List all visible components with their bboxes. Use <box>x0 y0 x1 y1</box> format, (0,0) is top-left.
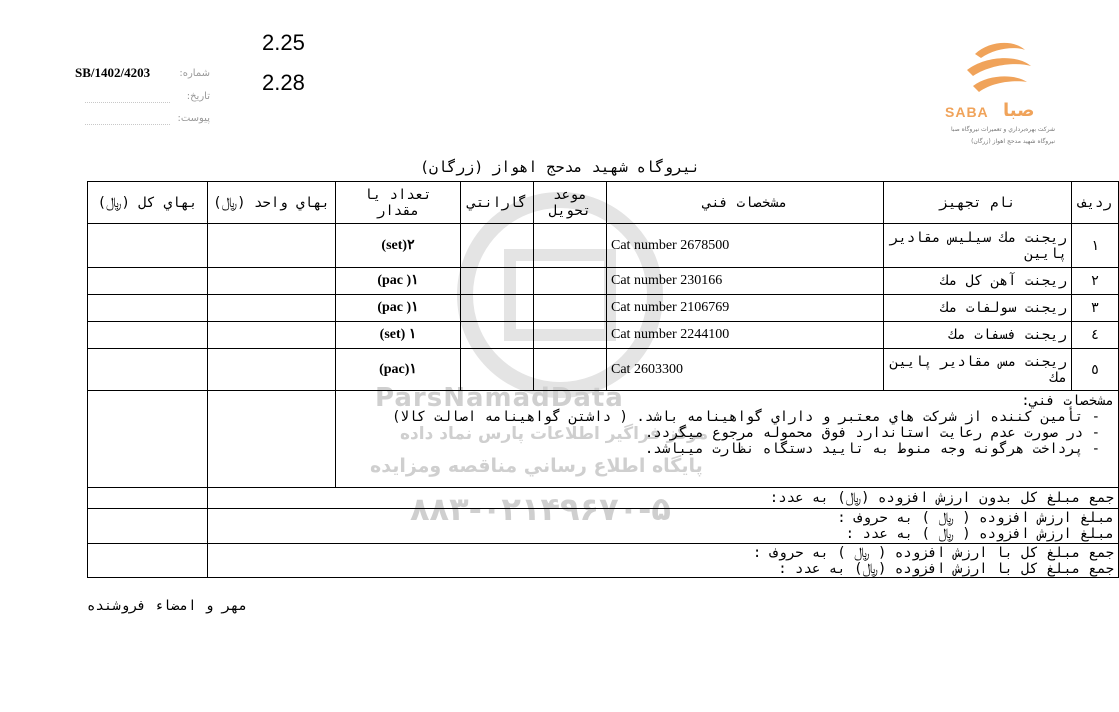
unit-price-cell <box>208 224 336 268</box>
warranty-cell <box>461 295 534 322</box>
unit-price-cell <box>208 322 336 349</box>
row-number: ٣ <box>1072 295 1119 322</box>
vat-value <box>88 509 208 544</box>
attachment-label: پيوست: <box>177 113 210 124</box>
delivery-cell <box>534 349 607 391</box>
total-words-label: جمع مبلغ كل با ارزش افزوده ( ﷼ ) به حروف : <box>752 544 1114 561</box>
seller-seal-signature: مهر و امضاء فروشنده <box>87 598 248 614</box>
equipment-spec: Cat number 2678500 <box>607 224 884 268</box>
equipment-name: ريجنت مك سيليس مقادير پايين <box>884 224 1072 268</box>
logo-latin: SABA <box>945 104 989 120</box>
note-item: - پرداخت هرگونه وجه منوط به تاييد دستگاه نظارت ميباشد. <box>644 441 1100 457</box>
saba-logo-icon <box>945 36 1055 106</box>
attachment-dots <box>85 124 170 125</box>
date-label: تاريخ: <box>186 91 210 102</box>
header-quantity: تعداد يا مقدار <box>336 182 461 224</box>
header-row-number: رديف <box>1072 182 1119 224</box>
warranty-cell <box>461 322 534 349</box>
header-specifications: مشخصات فني <box>607 182 884 224</box>
delivery-cell <box>534 224 607 268</box>
watermark-brand: ParsNamadData <box>375 383 624 413</box>
procurement-table <box>87 181 1119 578</box>
equipment-spec: Cat number 2244100 <box>607 322 884 349</box>
row-number: ٤ <box>1072 322 1119 349</box>
table-row <box>88 224 1119 268</box>
total-price-cell <box>88 349 208 391</box>
equipment-spec: Cat 2603300 <box>607 349 884 391</box>
row-number: ٢ <box>1072 268 1119 295</box>
unit-price-cell <box>208 268 336 295</box>
total-value <box>88 544 208 578</box>
delivery-cell <box>534 268 607 295</box>
technical-notes <box>336 391 1119 488</box>
unit-price-cell <box>208 349 336 391</box>
header-total-price: بهاي كل (﷼) <box>88 182 208 224</box>
document-title: نيروگاه شهيد مدحج اهواز (زرگان) <box>420 158 700 176</box>
total-number-label: جمع مبلغ كل با ارزش افزوده (﷼) به عدد : <box>778 560 1114 577</box>
row-number: ١ <box>1072 224 1119 268</box>
notes-heading: مشخصات فني: <box>1021 393 1114 409</box>
equipment-spec: Cat number 2106769 <box>607 295 884 322</box>
total-row <box>88 544 1119 578</box>
header-equipment-name: نام تجهيز <box>884 182 1072 224</box>
equipment-name: ريجنت مس مقادير پايين مك <box>884 349 1072 391</box>
warranty-cell <box>461 268 534 295</box>
header-warranty: گارانتي <box>461 182 534 224</box>
table-header-row <box>88 182 1119 224</box>
quantity-cell: ١( pac) <box>336 268 461 295</box>
vat-words-label: مبلغ ارزش افزوده ( ﷼ ) به حروف : <box>837 510 1114 526</box>
total-labels <box>208 544 1119 578</box>
quantity-cell: ١(pac) <box>336 349 461 391</box>
header-unit-price: بهاي واحد (﷼) <box>208 182 336 224</box>
delivery-cell <box>534 322 607 349</box>
warranty-cell <box>461 224 534 268</box>
vat-labels <box>208 509 1119 544</box>
unit-price-cell <box>208 295 336 322</box>
logo-subtitle-1: شركت بهره‌برداري و تعميرات نيروگاه صبا <box>950 126 1055 133</box>
note-item: - تأمين كننده از شركت هاي معتبر و داراي گواهينامه باشد. ( داشتن گواهينامه اصالت كالا) <box>391 409 1100 425</box>
number-label: شماره: <box>179 68 210 79</box>
total-price-cell <box>88 224 208 268</box>
sum-without-vat-label: جمع مبلغ كل بدون ارزش افزوده (﷼) به عدد: <box>208 488 1119 509</box>
logo-persian: صبا <box>1003 100 1035 121</box>
header-delivery: موعد تحويل <box>534 182 607 224</box>
quantity-cell: ١ (set) <box>336 322 461 349</box>
equipment-name: ريجنت آهن كل مك <box>884 268 1072 295</box>
watermark-line-1: مركز فراگير اطلاعات پارس نماد داده <box>400 424 709 444</box>
note-item: - در صورت عدم رعايت استاندارد فوق محموله مرجوع ميگردد. <box>644 425 1100 441</box>
warranty-cell <box>461 349 534 391</box>
delivery-cell <box>534 295 607 322</box>
watermark-line-2: پايگاه اطلاع رساني مناقصه ومزايده <box>370 455 703 477</box>
vat-row <box>88 509 1119 544</box>
equipment-name: ريجنت سولفات مك <box>884 295 1072 322</box>
date-dots <box>85 102 170 103</box>
vat-number-label: مبلغ ارزش افزوده ( ﷼ ) به عدد : <box>845 526 1114 542</box>
value-bottom: 2.28 <box>262 70 305 95</box>
equipment-name: ريجنت فسفات مك <box>884 322 1072 349</box>
notes-unit-price-cell <box>208 391 336 488</box>
sum-row <box>88 488 1119 509</box>
watermark-phone: ٠٢١-٨٨٣۴٩۶٧٠-۵ <box>410 490 671 528</box>
total-price-cell <box>88 295 208 322</box>
value-top: 2.25 <box>262 30 305 55</box>
quantity-cell: ١( pac) <box>336 295 461 322</box>
total-price-cell <box>88 268 208 295</box>
saba-logo <box>945 36 1055 151</box>
reference-number: SB/1402/4203 <box>75 65 151 80</box>
notes-row <box>88 391 1119 488</box>
equipment-spec: Cat number 230166 <box>607 268 884 295</box>
quantity-cell: ٢(set) <box>336 224 461 268</box>
table-row <box>88 295 1119 322</box>
sum-without-vat-value <box>88 488 208 509</box>
total-price-cell <box>88 322 208 349</box>
logo-subtitle-2: نيروگاه شهيد مدحج اهواز (زرگان) <box>971 138 1055 145</box>
table-row <box>88 322 1119 349</box>
table-row <box>88 349 1119 391</box>
notes-total-price-cell <box>88 391 208 488</box>
row-number: ٥ <box>1072 349 1119 391</box>
table-row <box>88 268 1119 295</box>
